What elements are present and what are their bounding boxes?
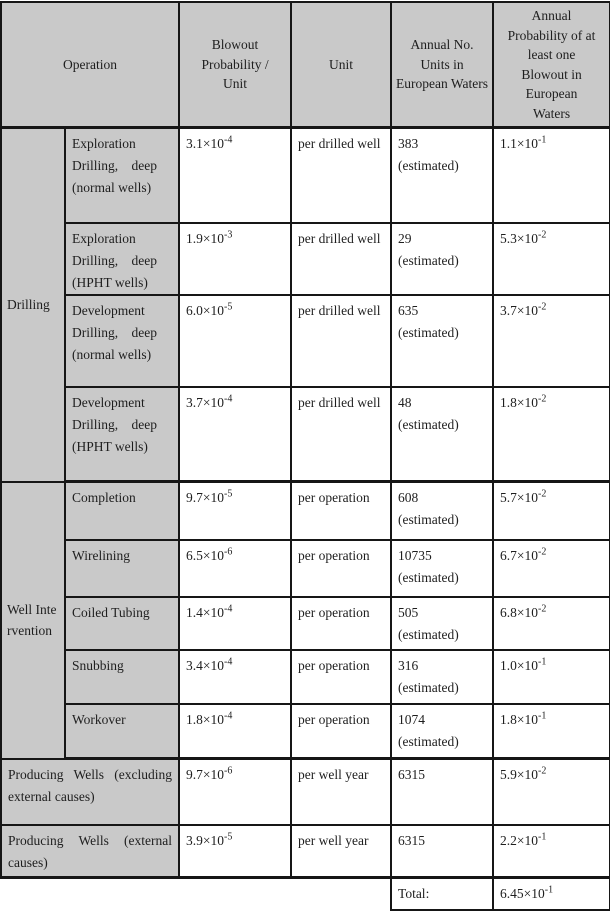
annual-units-cell: 29 (estimated) [391, 223, 493, 295]
operation-cell: Wirelining [65, 540, 179, 597]
annual-units-cell: 383 (estimated) [391, 128, 493, 223]
estimated-note: (estimated) [398, 416, 459, 432]
unit-cell: per operation [291, 597, 391, 650]
unit-cell: per drilled well [291, 223, 391, 295]
header-row [1, 2, 610, 128]
operation-cell: Coiled Tubing [65, 597, 179, 650]
annual-units-cell: 1074 (estimated) [391, 704, 493, 759]
estimated-note: (estimated) [398, 512, 459, 527]
column-header-blowout-probability [179, 2, 291, 128]
table-row [1, 759, 610, 825]
column-header-blowout-probability-label: Blowout Probability / Unit [201, 37, 269, 92]
column-header-unit-label: Unit [329, 56, 354, 72]
estimated-note: (estimated) [398, 733, 459, 749]
total-row [1, 878, 610, 910]
operation-cell: Exploration Drilling, deep (normal wells) [65, 128, 179, 223]
table-row [1, 295, 610, 387]
table-row [1, 825, 610, 878]
unit-cell: per well year [291, 759, 391, 825]
column-header-operation [1, 2, 179, 128]
estimated-note: (estimated) [398, 324, 459, 340]
probability-cell: $1.8\times 10^{-4}$ [179, 704, 291, 759]
operation-cell: Workover [65, 704, 179, 759]
operation-cell: Completion [65, 482, 179, 540]
unit-cell: per drilled well [291, 128, 391, 223]
annual-probability-cell: $1.8\times 10^{-1}$ [493, 704, 610, 759]
unit-cell: per operation [291, 650, 391, 704]
annual-units-cell: 635 (estimated) [391, 295, 493, 387]
annual-units-cell: 316 (estimated) [391, 650, 493, 704]
table-row [1, 704, 610, 759]
table-row [1, 597, 610, 650]
table-row [1, 128, 610, 223]
table-row [1, 650, 610, 704]
probability-cell: $3.4\times 10^{-4}$ [179, 650, 291, 704]
annual-probability-cell: $2.2\times 10^{-1}$ [493, 825, 610, 878]
annual-probability-cell: $6.8\times 10^{-2}$ [493, 597, 610, 650]
probability-cell: $1.9\times 10^{-3}$ [179, 223, 291, 295]
column-header-annual-probability-label: Annual Probability of at least one Blowout in European Waters [507, 8, 596, 121]
total-row-spacer [1, 878, 391, 910]
probability-cell: $9.7\times 10^{-6}$ [179, 759, 291, 825]
column-header-annual-units-label: Annual No. Units in European Waters [396, 37, 489, 92]
probability-cell: $9.7\times 10^{-5}$ [179, 482, 291, 540]
column-header-annual-units [391, 2, 493, 128]
annual-probability-cell: $5.7\times 10^{-2}$ [493, 482, 610, 540]
operation-cell: Development Drilling, deep (HPHT wells) [65, 387, 179, 482]
annual-probability-cell: $1.0\times 10^{-1}$ [493, 650, 610, 704]
unit-cell: per well year [291, 825, 391, 878]
annual-probability-cell: $5.3\times 10^{-2}$ [493, 223, 610, 295]
annual-units-cell: 608 (estimated) [391, 482, 493, 540]
table-body [1, 128, 610, 910]
estimated-note: (estimated) [398, 679, 459, 695]
unit-cell: per operation [291, 540, 391, 597]
operation-cell: Exploration Drilling, deep (HPHT wells) [65, 223, 179, 295]
probability-cell: $1.4\times 10^{-4}$ [179, 597, 291, 650]
document-page [0, 1, 610, 916]
annual-probability-cell: $1.1\times 10^{-1}$ [493, 128, 610, 223]
unit-cell: per drilled well [291, 387, 391, 482]
probability-cell: $3.7\times 10^{-4}$ [179, 387, 291, 482]
annual-probability-cell: $1.8\times 10^{-2}$ [493, 387, 610, 482]
unit-cell: per drilled well [291, 295, 391, 387]
operation-cell: Producing Wells (excluding external causes) [1, 759, 179, 825]
probability-cell: $6.0\times 10^{-5}$ [179, 295, 291, 387]
annual-units-cell: 48 (estimated) [391, 387, 493, 482]
total-value-cell: $6.45\times 10^{-1}$ [493, 878, 610, 910]
probability-cell: $6.5\times 10^{-6}$ [179, 540, 291, 597]
probability-cell: $3.9\times 10^{-5}$ [179, 825, 291, 878]
estimated-note: (estimated) [398, 252, 459, 268]
table-row [1, 223, 610, 295]
table-row [1, 387, 610, 482]
annual-units-cell: 505 (estimated) [391, 597, 493, 650]
annual-probability-cell: $5.9\times 10^{-2}$ [493, 759, 610, 825]
annual-units-cell: 6315 [391, 759, 493, 825]
annual-probability-cell: $6.7\times 10^{-2}$ [493, 540, 610, 597]
unit-cell: per operation [291, 482, 391, 540]
column-header-unit [291, 2, 391, 128]
annual-probability-cell: $3.7\times 10^{-2}$ [493, 295, 610, 387]
column-header-operation-label: Operation [63, 56, 117, 72]
annual-units-cell: 6315 [391, 825, 493, 878]
operation-cell: Development Drilling, deep (normal wells) [65, 295, 179, 387]
annual-units-cell: 10735 (estimated) [391, 540, 493, 597]
table-row [1, 540, 610, 597]
group-cell-drilling: Drilling [1, 128, 65, 482]
total-label-cell: Total: [391, 878, 493, 910]
estimated-note: (estimated) [398, 569, 459, 585]
operation-cell: Producing Wells (external causes) [1, 825, 179, 878]
probability-cell: $3.1\times 10^{-4}$ [179, 128, 291, 223]
table-row [1, 482, 610, 540]
group-cell-well-intervention: Well Intervention [1, 482, 65, 759]
operation-cell: Snubbing [65, 650, 179, 704]
column-header-annual-probability [493, 2, 610, 128]
estimated-note: (estimated) [398, 626, 459, 642]
unit-cell: per operation [291, 704, 391, 759]
blowout-probability-table [0, 1, 610, 911]
estimated-note: (estimated) [398, 158, 459, 173]
